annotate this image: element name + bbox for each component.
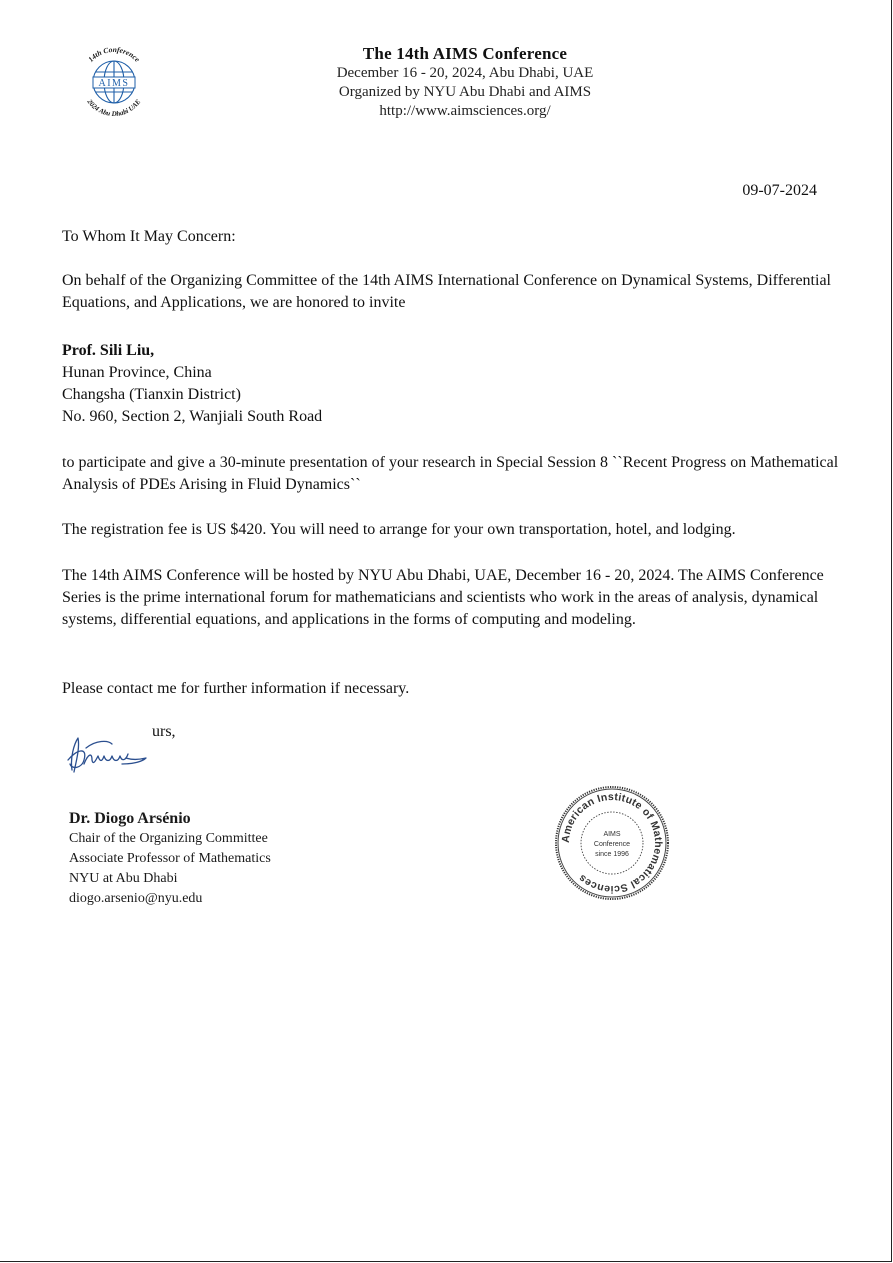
aims-conference-logo-icon xyxy=(76,44,152,120)
fee-paragraph: The registration fee is US $420. You will need to arrange for your own transportation, hotel, and lodging. xyxy=(62,521,736,538)
signatory-affiliation: NYU at Abu Dhabi xyxy=(69,871,178,886)
salutation: To Whom It May Concern: xyxy=(62,228,236,245)
handwritten-signature-icon xyxy=(62,730,154,778)
conference-dates: December 16 - 20, 2024, Abu Dhabi, UAE xyxy=(336,65,594,81)
contact-paragraph: Please contact me for further information if necessary. xyxy=(62,680,410,697)
signature-block xyxy=(69,809,271,909)
aims-seal-stamp-icon xyxy=(553,784,671,902)
conference-title: The 14th AIMS Conference xyxy=(362,44,568,63)
letter-date: 09-07-2024 xyxy=(742,182,817,199)
svg-text:American Institute of Mathemat: American Institute of Mathematical Sciences xyxy=(559,790,665,896)
conference-organizer: Organized by NYU Abu Dhabi and AIMS xyxy=(338,84,592,100)
svg-text:14th Conference: 14th Conference xyxy=(86,44,142,64)
svg-text:Conference: Conference xyxy=(593,841,631,848)
recipient-address-line: Changsha (Tianxin District) xyxy=(62,386,241,403)
invitation-paragraph: to participate and give a 30-minute presentation of your research in Special Session 8 ``Recent Progress on Mathematical Analysis of PDEs Arising in Fluid Dynamics`` xyxy=(62,454,839,493)
intro-paragraph: On behalf of the Organizing Committee of the 14th AIMS International Conference on Dynamical Systems, Differential Equations, and Applications, we are honored to invite xyxy=(62,272,831,311)
recipient-address-line: Hunan Province, China xyxy=(62,364,212,381)
signatory-name: Dr. Diogo Arsénio xyxy=(69,810,191,827)
svg-text:2024 Abu Dhabi UAE: 2024 Abu Dhabi UAE xyxy=(85,97,143,119)
svg-text:since 1996: since 1996 xyxy=(595,851,629,858)
svg-text:AIMS: AIMS xyxy=(603,831,621,838)
signatory-email[interactable]: diogo.arsenio@nyu.edu xyxy=(69,891,203,906)
svg-text:AIMS: AIMS xyxy=(98,78,130,89)
conference-url[interactable]: http://www.aimsciences.org/ xyxy=(379,103,551,119)
signatory-position: Associate Professor of Mathematics xyxy=(69,851,271,866)
about-paragraph: The 14th AIMS Conference will be hosted by NYU Abu Dhabi, UAE, December 16 - 20, 2024. The AIMS Conference Series is the prime international forum for mathematicians and scientists who work in the areas of analysis, dynamical systems, differential equations, and applications in the forms of computing and modeling. xyxy=(62,567,824,628)
closing-text: urs, xyxy=(152,723,176,740)
recipient-name: Prof. Sili Liu, xyxy=(62,342,155,359)
letterhead xyxy=(250,44,680,121)
signatory-title: Chair of the Organizing Committee xyxy=(69,831,268,846)
recipient-address-line: No. 960, Section 2, Wanjiali South Road xyxy=(62,408,323,425)
recipient-block xyxy=(62,340,842,428)
